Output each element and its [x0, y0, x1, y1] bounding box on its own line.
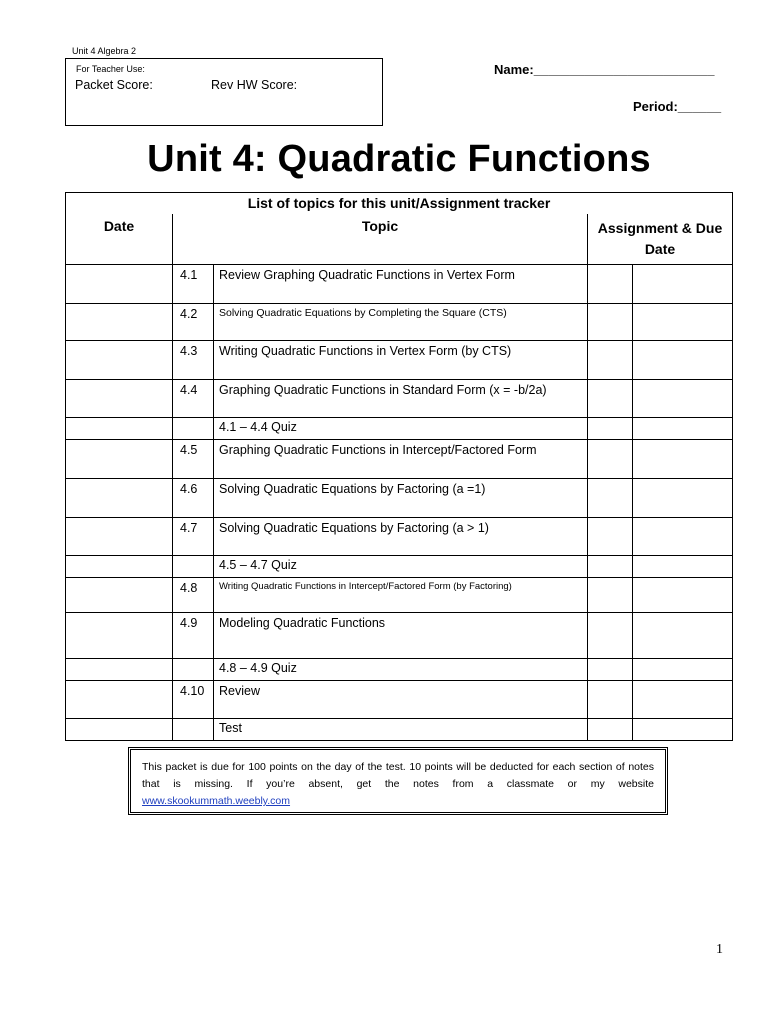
topic-number: 4.2	[173, 304, 214, 341]
assignment-cell	[588, 304, 633, 341]
due-date-cell	[633, 304, 733, 341]
assignment-cell	[588, 341, 633, 380]
assignment-cell	[588, 265, 633, 304]
due-date-cell	[633, 556, 733, 578]
quiz-cell: 4.5 – 4.7 Quiz	[214, 556, 588, 578]
assignment-cell	[588, 518, 633, 556]
unit-label: Unit 4 Algebra 2	[72, 46, 137, 56]
quiz-cell: 4.8 – 4.9 Quiz	[214, 659, 588, 681]
date-cell	[66, 681, 173, 719]
topic-number: 4.5	[173, 440, 214, 479]
topic-cell: Solving Quadratic Equations by Completing the Square (CTS)	[214, 304, 588, 341]
topic-number	[173, 719, 214, 741]
assignment-cell	[588, 556, 633, 578]
topic-cell: Graphing Quadratic Functions in Standard Form (x = -b/2a)	[214, 380, 588, 418]
topic-cell: Review Graphing Quadratic Functions in Vertex Form	[214, 265, 588, 304]
table-row	[66, 440, 733, 479]
topic-number: 4.8	[173, 578, 214, 613]
assignment-cell	[588, 613, 633, 659]
due-date-cell	[633, 440, 733, 479]
teacher-use-box	[65, 58, 383, 126]
period-field: Period:______	[633, 99, 722, 114]
packet-score-label: Packet Score:	[75, 78, 153, 92]
topic-cell: Test	[214, 719, 588, 741]
topic-cell: Solving Quadratic Equations by Factoring (a =1)	[214, 479, 588, 518]
topic-cell: Modeling Quadratic Functions	[214, 613, 588, 659]
note-body: This packet is due for 100 points on the day of the test. 10 points will be deducted for each section of notes that is missing. If you’re absent, get the notes from a classmate or my website	[142, 761, 654, 790]
date-cell	[66, 341, 173, 380]
topic-number: 4.4	[173, 380, 214, 418]
table-row	[66, 479, 733, 518]
assignment-cell	[588, 380, 633, 418]
date-cell	[66, 613, 173, 659]
date-cell	[66, 265, 173, 304]
assignment-column-header: Assignment & Due Date	[588, 214, 733, 265]
table-row	[66, 304, 733, 341]
assignment-cell	[588, 719, 633, 741]
topic-column-header: Topic	[173, 214, 588, 265]
page-number: 1	[716, 942, 723, 957]
table-row	[66, 380, 733, 418]
topic-cell: Writing Quadratic Functions in Intercept/Factored Form (by Factoring)	[214, 578, 588, 613]
table-row	[66, 613, 733, 659]
assignment-cell	[588, 659, 633, 681]
due-date-cell	[633, 479, 733, 518]
date-cell	[66, 418, 173, 440]
date-cell	[66, 479, 173, 518]
date-cell	[66, 380, 173, 418]
page-title: Unit 4: Quadratic Functions	[147, 138, 651, 180]
table-caption: List of topics for this unit/Assignment tracker	[66, 193, 733, 215]
date-cell	[66, 719, 173, 741]
topic-number: 4.9	[173, 613, 214, 659]
due-date-cell	[633, 681, 733, 719]
date-column-header: Date	[66, 214, 173, 265]
date-cell	[66, 304, 173, 341]
table-row	[66, 719, 733, 741]
assignment-cell	[588, 418, 633, 440]
note-text	[142, 759, 654, 810]
name-field: Name:_________________________	[494, 62, 715, 77]
assignment-tracker-table	[65, 192, 733, 741]
date-cell	[66, 518, 173, 556]
topic-cell: Solving Quadratic Equations by Factoring (a > 1)	[214, 518, 588, 556]
table-row	[66, 518, 733, 556]
topic-number: 4.1	[173, 265, 214, 304]
quiz-row	[66, 418, 733, 440]
topic-number	[173, 659, 214, 681]
due-date-cell	[633, 578, 733, 613]
date-cell	[66, 556, 173, 578]
quiz-row	[66, 556, 733, 578]
due-date-cell	[633, 341, 733, 380]
due-date-cell	[633, 380, 733, 418]
topic-number: 4.6	[173, 479, 214, 518]
topic-number: 4.10	[173, 681, 214, 719]
quiz-row	[66, 659, 733, 681]
teacher-use-label: For Teacher Use:	[76, 64, 145, 74]
quiz-cell: 4.1 – 4.4 Quiz	[214, 418, 588, 440]
topic-cell: Writing Quadratic Functions in Vertex Form (by CTS)	[214, 341, 588, 380]
table-row	[66, 265, 733, 304]
topic-number: 4.3	[173, 341, 214, 380]
table-row	[66, 578, 733, 613]
table-row	[66, 341, 733, 380]
date-cell	[66, 440, 173, 479]
assignment-cell	[588, 440, 633, 479]
due-date-cell	[633, 418, 733, 440]
due-date-cell	[633, 719, 733, 741]
due-date-cell	[633, 518, 733, 556]
assignment-cell	[588, 578, 633, 613]
due-date-cell	[633, 613, 733, 659]
topic-number	[173, 556, 214, 578]
topic-number	[173, 418, 214, 440]
topic-number: 4.7	[173, 518, 214, 556]
note-box	[128, 747, 668, 815]
website-link[interactable]: www.skookummath.weebly.com	[142, 795, 291, 807]
table-row	[66, 681, 733, 719]
topic-cell: Review	[214, 681, 588, 719]
date-cell	[66, 659, 173, 681]
date-cell	[66, 578, 173, 613]
due-date-cell	[633, 659, 733, 681]
topic-cell: Graphing Quadratic Functions in Intercept/Factored Form	[214, 440, 588, 479]
rev-hw-score-label: Rev HW Score:	[211, 78, 298, 92]
assignment-cell	[588, 479, 633, 518]
due-date-cell	[633, 265, 733, 304]
assignment-cell	[588, 681, 633, 719]
